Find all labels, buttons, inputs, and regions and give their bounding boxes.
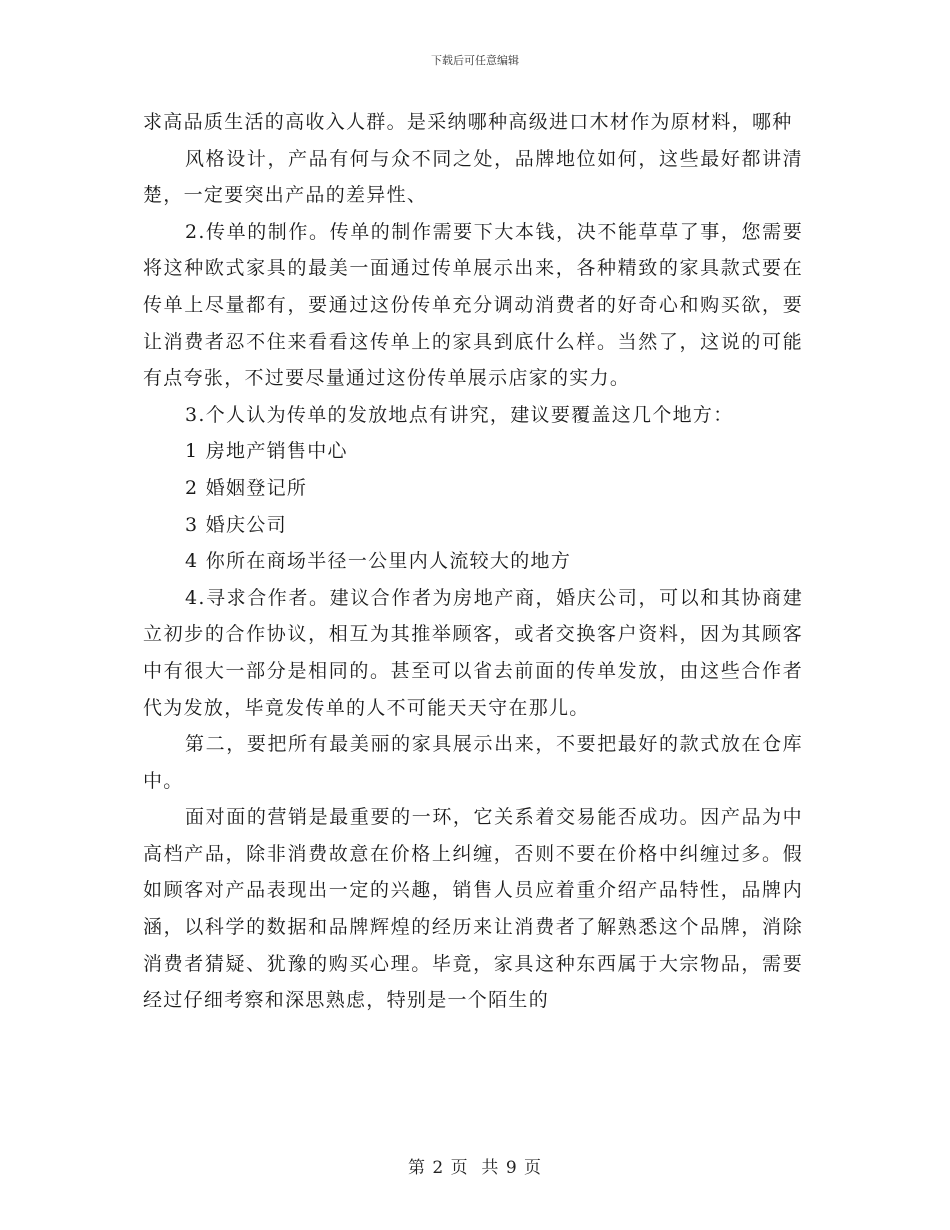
paragraph-face-to-face-sales: 面对面的营销是最重要的一环，它关系着交易能否成功。因产品为中高档产品，除非消费故意在价格上纠缠，否则不要在价格中纠缠过多。假如顾客对产品表现出一定的兴趣，销售人员应着重介绍产品特性，品牌内涵，以科学的数据和品牌辉煌的经历来让消费者了解熟悉这个品牌，消除消费者猜疑、犹豫的购买心理。毕竟，家具这种东西属于大宗物品，需要经过仔细考察和深思熟虑，特别是一个陌生的 bbox=[143, 806, 803, 1012]
list-item: 2 婚姻登记所 bbox=[185, 476, 308, 499]
paragraph-distribution-locations: 3.个人认为传单的发放地点有讲究，建议要覆盖这几个地方： bbox=[185, 403, 734, 426]
list-item: 3 婚庆公司 bbox=[185, 513, 287, 536]
paragraph-display: 第二，要把所有最美丽的家具展示出来，不要把最好的款式放在仓库中。 bbox=[143, 733, 803, 792]
page-label-prefix: 第 bbox=[407, 1158, 426, 1178]
current-page-number: 2 bbox=[432, 1158, 445, 1178]
list-item: 4 你所在商场半径一公里内人流较大的地方 bbox=[185, 550, 572, 573]
total-pages-number: 9 bbox=[505, 1158, 518, 1178]
paragraph-flyer-production: 2.传单的制作。传单的制作需要下大本钱，决不能草草了事，您需要将这种欧式家具的最美一面通过传单展示出来，各种精致的家具款式要在传单上尽量都有，要通过这份传单充分调动消费者的好奇心和购买欲，要让消费者忍不住来看看这传单上的家具到底什么样。当然了，这说的可能有点夸张，不过要尽量通过这份传单展示店家的实力。 bbox=[143, 220, 803, 390]
document-body bbox=[143, 104, 803, 1019]
list-item: 1 房地产销售中心 bbox=[185, 440, 348, 463]
page-footer bbox=[0, 1153, 950, 1178]
paragraph-continuation: 求高品质生活的高收入人群。是采纳哪种高级进口木材作为原材料，哪种 bbox=[143, 111, 793, 133]
page-header: 下载后可任意编辑 bbox=[431, 54, 519, 67]
page-label-mid: 页 共 bbox=[450, 1158, 500, 1178]
paragraph: 风格设计，产品有何与众不同之处，品牌地位如何，这些最好都讲清楚，一定要突出产品的差异性、 bbox=[143, 147, 803, 207]
paragraph-partners: 4.寻求合作者。建议合作者为房地产商，婚庆公司，可以和其协商建立初步的合作协议，相互为其推举顾客，或者交换客户资料，因为其顾客中有很大一部分是相同的。甚至可以省去前面的传单发放，由这些合作者代为发放，毕竟发传单的人不可能天天守在那儿。 bbox=[143, 586, 803, 719]
page-label-suffix: 页 bbox=[524, 1158, 543, 1178]
